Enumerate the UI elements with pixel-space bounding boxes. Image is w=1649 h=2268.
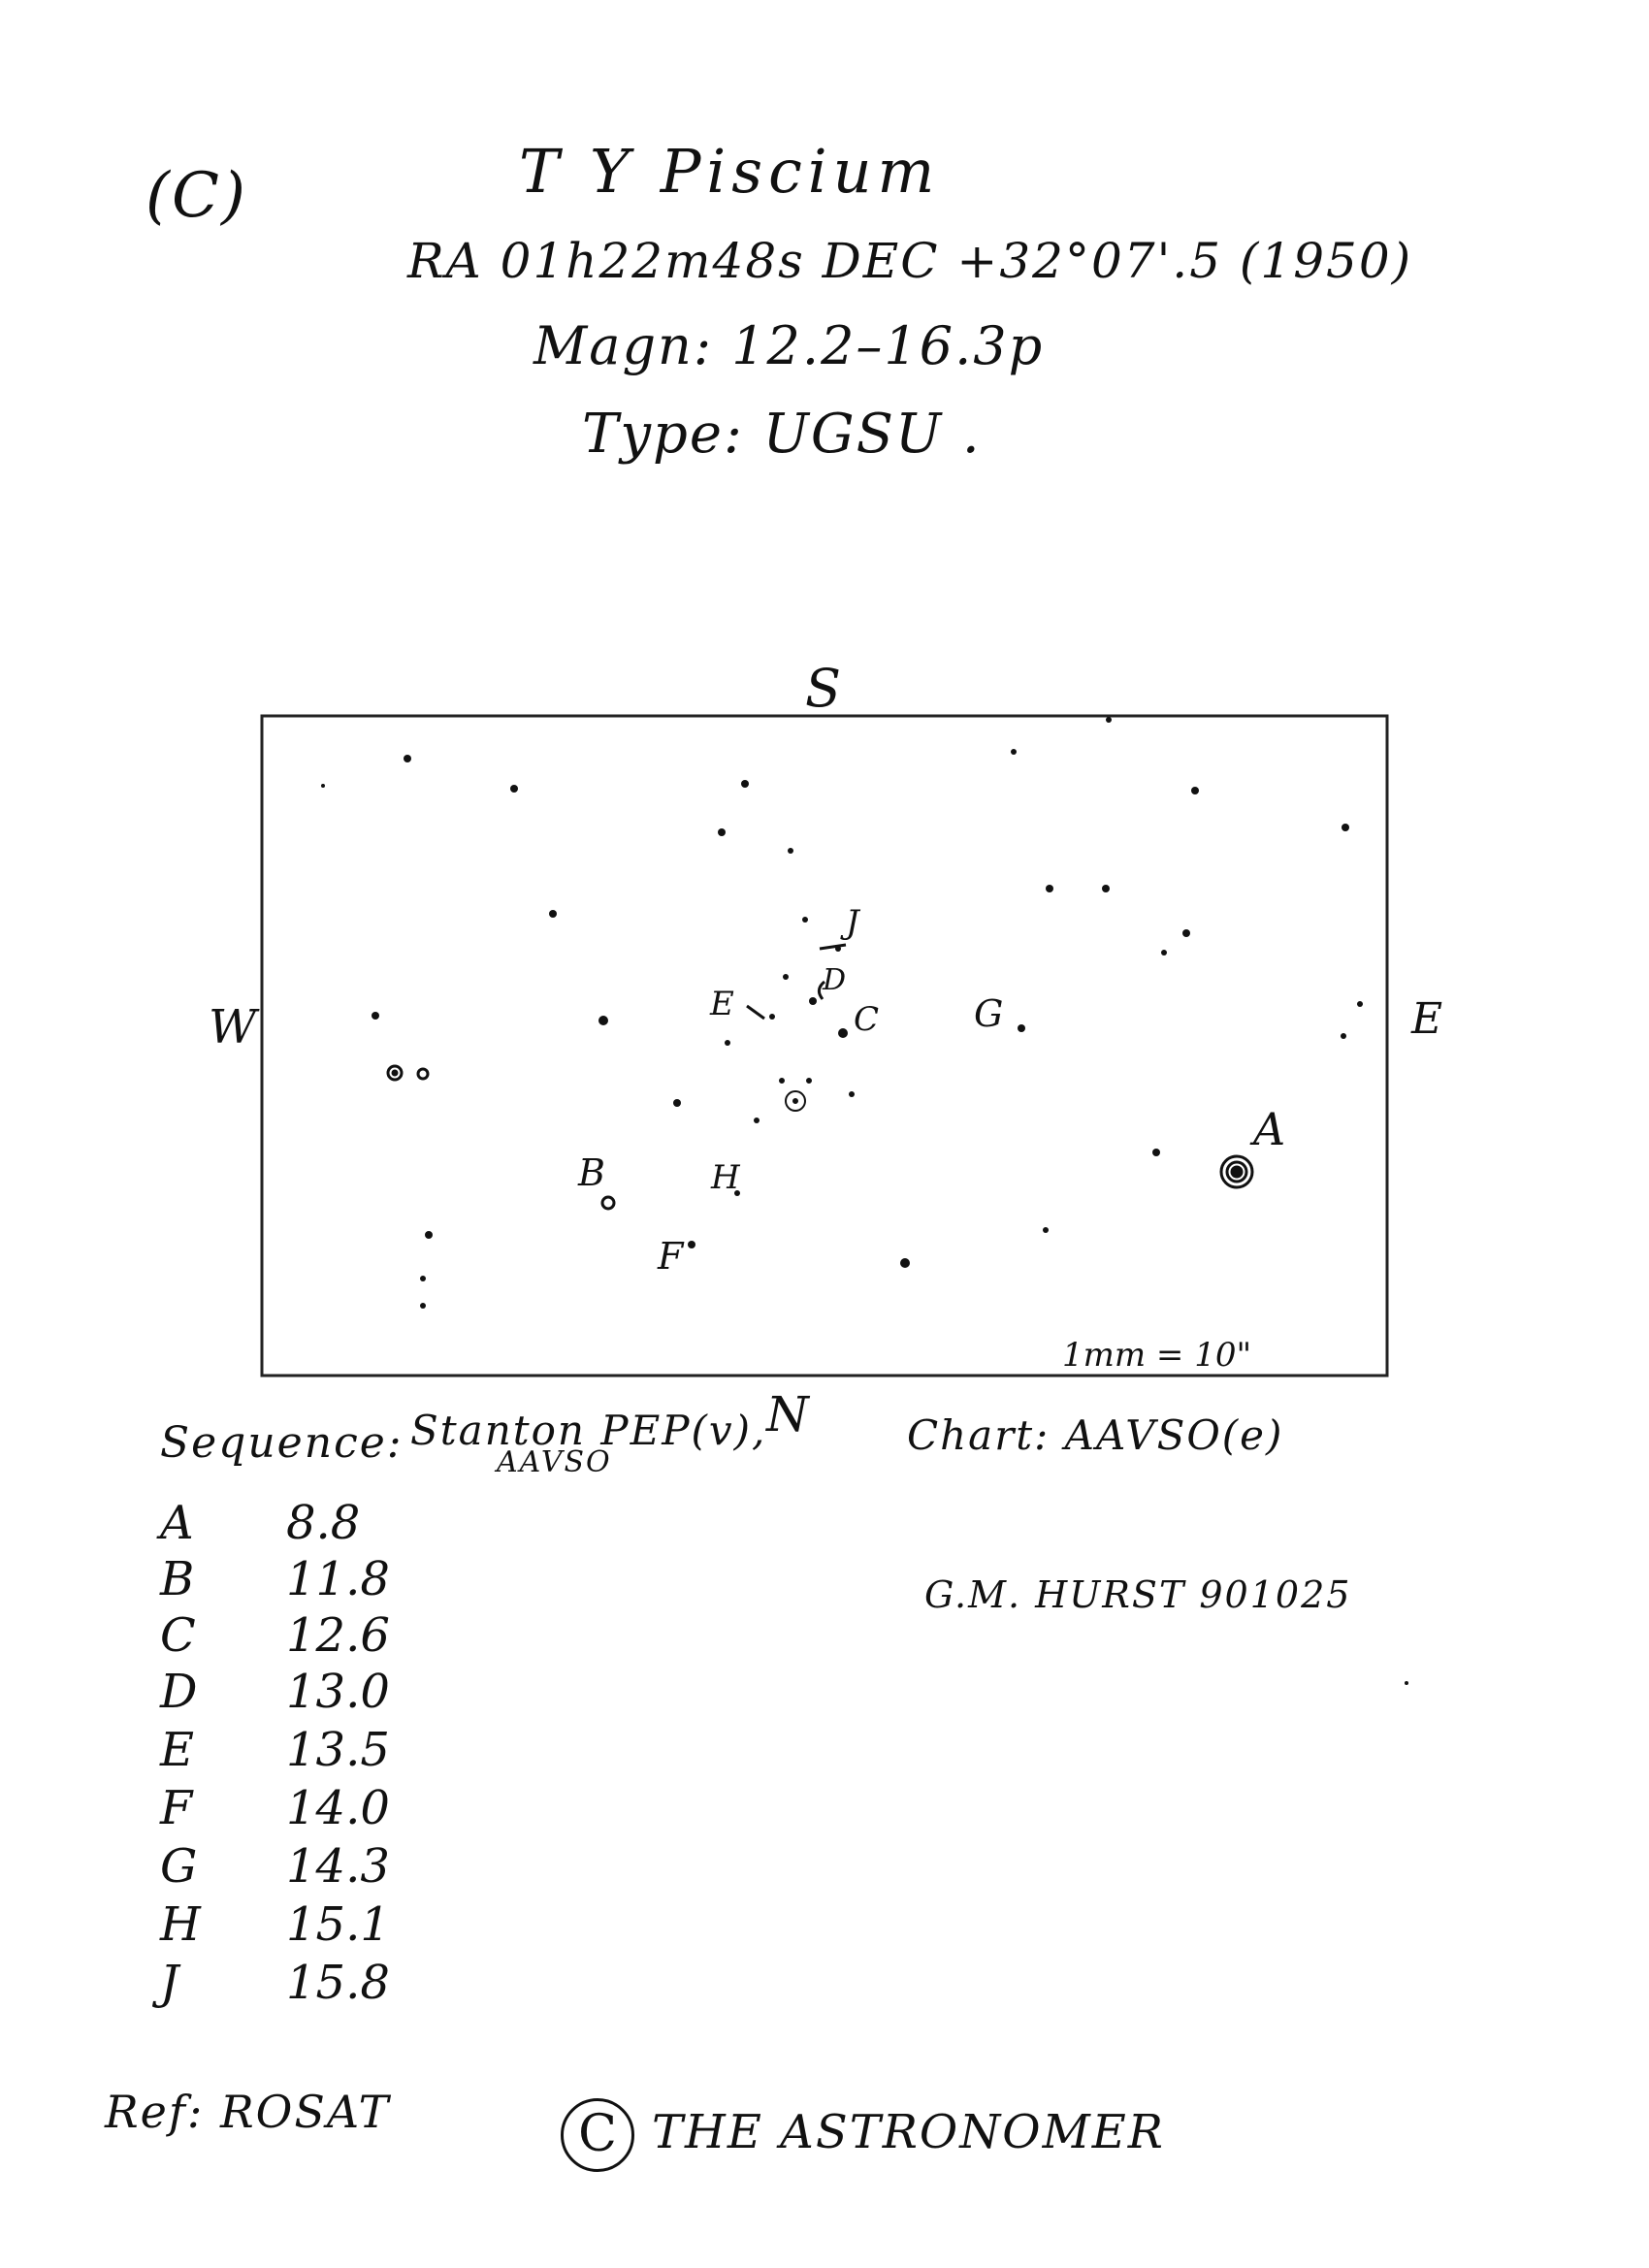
label-e: E	[710, 985, 734, 1023]
field-star	[741, 780, 749, 788]
variable-type: Type: UGSU .	[582, 403, 982, 466]
field-star	[802, 917, 808, 923]
sequence-letter: H	[160, 1897, 201, 1952]
direction-east: E	[1411, 994, 1443, 1044]
sequence-mag: 14.3	[286, 1839, 390, 1894]
field-star	[321, 784, 325, 788]
chart-label-c: (C)	[146, 160, 247, 232]
sequence-mag: 8.8	[286, 1496, 361, 1550]
field-star	[1011, 749, 1017, 755]
field-star	[1043, 1227, 1049, 1233]
sequence-row	[160, 1552, 451, 1610]
field-star	[718, 828, 726, 836]
sequence-mag: 13.0	[286, 1665, 390, 1719]
field-star	[1357, 1001, 1363, 1007]
field-star	[1161, 950, 1167, 956]
sequence-mag: 12.6	[286, 1608, 390, 1663]
comparison-star-g	[1018, 1024, 1025, 1032]
sequence-row	[160, 1608, 451, 1667]
sequence-letter: E	[160, 1723, 195, 1777]
field-star	[549, 910, 557, 918]
sequence-mag: 13.5	[286, 1723, 390, 1777]
leader-e	[747, 1006, 764, 1019]
sequence-letter: J	[160, 1956, 179, 2010]
comparison-star-d	[809, 997, 817, 1005]
field-star	[849, 1091, 855, 1097]
copyright-text: THE ASTRONOMER	[652, 2105, 1165, 2159]
field-star	[673, 1099, 681, 1107]
field-star	[1152, 1149, 1160, 1156]
sequence-row	[160, 1496, 451, 1554]
coordinates: RA 01h22m48s DEC +32°07'.5 (1950)	[407, 233, 1413, 289]
sequence-mag: 15.1	[286, 1897, 390, 1952]
copyright-icon	[561, 2098, 634, 2172]
comparison-star-f	[688, 1241, 695, 1248]
direction-south: S	[805, 658, 841, 719]
label-b: B	[578, 1151, 605, 1194]
field-stars	[321, 717, 1408, 1685]
label-a: A	[1253, 1103, 1286, 1155]
field-star	[788, 848, 793, 854]
reference: Ref: ROSAT	[105, 2086, 391, 2138]
field-star	[1046, 885, 1053, 892]
field-star	[1191, 787, 1199, 794]
comparison-star-c	[838, 1028, 848, 1038]
field-star	[1182, 929, 1190, 937]
field-star	[754, 1118, 760, 1123]
sequence-row	[160, 1897, 451, 1956]
observer-credit: G.M. HURST 901025	[924, 1573, 1352, 1616]
sequence-row	[160, 1665, 451, 1723]
scale-note: 1mm = 10"	[1062, 1336, 1252, 1375]
field-star	[1342, 824, 1349, 831]
sequence-mag: 14.0	[286, 1781, 390, 1835]
field-star	[420, 1276, 426, 1281]
label-g: G	[974, 992, 1004, 1035]
direction-north: N	[766, 1386, 809, 1442]
label-j: J	[846, 903, 859, 942]
field-star	[1341, 1033, 1346, 1039]
sequence-source-2: AAVSO	[497, 1445, 612, 1479]
sequence-mag: 15.8	[286, 1956, 390, 2010]
label-c: C	[854, 1000, 880, 1039]
field-star	[1106, 717, 1112, 723]
field-star	[783, 974, 789, 980]
field-star	[420, 1303, 426, 1309]
sequence-row	[160, 1956, 451, 2014]
field-star	[510, 785, 518, 793]
field-star	[372, 1012, 379, 1020]
double-star	[388, 1066, 428, 1080]
field-star	[425, 1231, 433, 1239]
label-h: H	[711, 1158, 740, 1197]
sequence-mag: 11.8	[286, 1552, 390, 1606]
field-star	[598, 1016, 608, 1025]
chart-source: Chart: AAVSO(e)	[907, 1411, 1284, 1459]
leader-j	[820, 945, 846, 949]
star-name-title: T Y Piscium	[519, 136, 941, 207]
sequence-row	[160, 1781, 451, 1839]
sequence-letter: D	[160, 1665, 198, 1719]
sequence-letter: B	[160, 1552, 195, 1606]
variable-star-marker	[780, 1079, 811, 1111]
comparison-star-b	[602, 1197, 614, 1209]
comparison-star-a	[1221, 1156, 1252, 1187]
sequence-label: Sequence:	[160, 1418, 404, 1468]
label-f: F	[658, 1235, 684, 1278]
field-star	[1405, 1681, 1408, 1685]
field-star	[1102, 885, 1110, 892]
label-d: D	[823, 963, 847, 997]
sequence-source: Stanton PEP(v),	[410, 1407, 767, 1454]
sequence-letter: C	[160, 1608, 196, 1663]
sequence-row	[160, 1723, 451, 1781]
copyright-symbol: C	[578, 2105, 617, 2163]
sequence-row	[160, 1839, 451, 1897]
field-star	[404, 755, 411, 762]
comparison-star-e	[769, 1014, 775, 1020]
magnitude-range: Magn: 12.2–16.3p	[534, 315, 1045, 376]
sequence-letter: G	[160, 1839, 198, 1894]
field-star	[900, 1258, 910, 1268]
sequence-letter: F	[160, 1781, 193, 1835]
chart-frame	[262, 716, 1387, 1376]
field-star	[725, 1040, 730, 1046]
sequence-letter: A	[160, 1496, 194, 1550]
direction-west: W	[209, 1000, 257, 1054]
